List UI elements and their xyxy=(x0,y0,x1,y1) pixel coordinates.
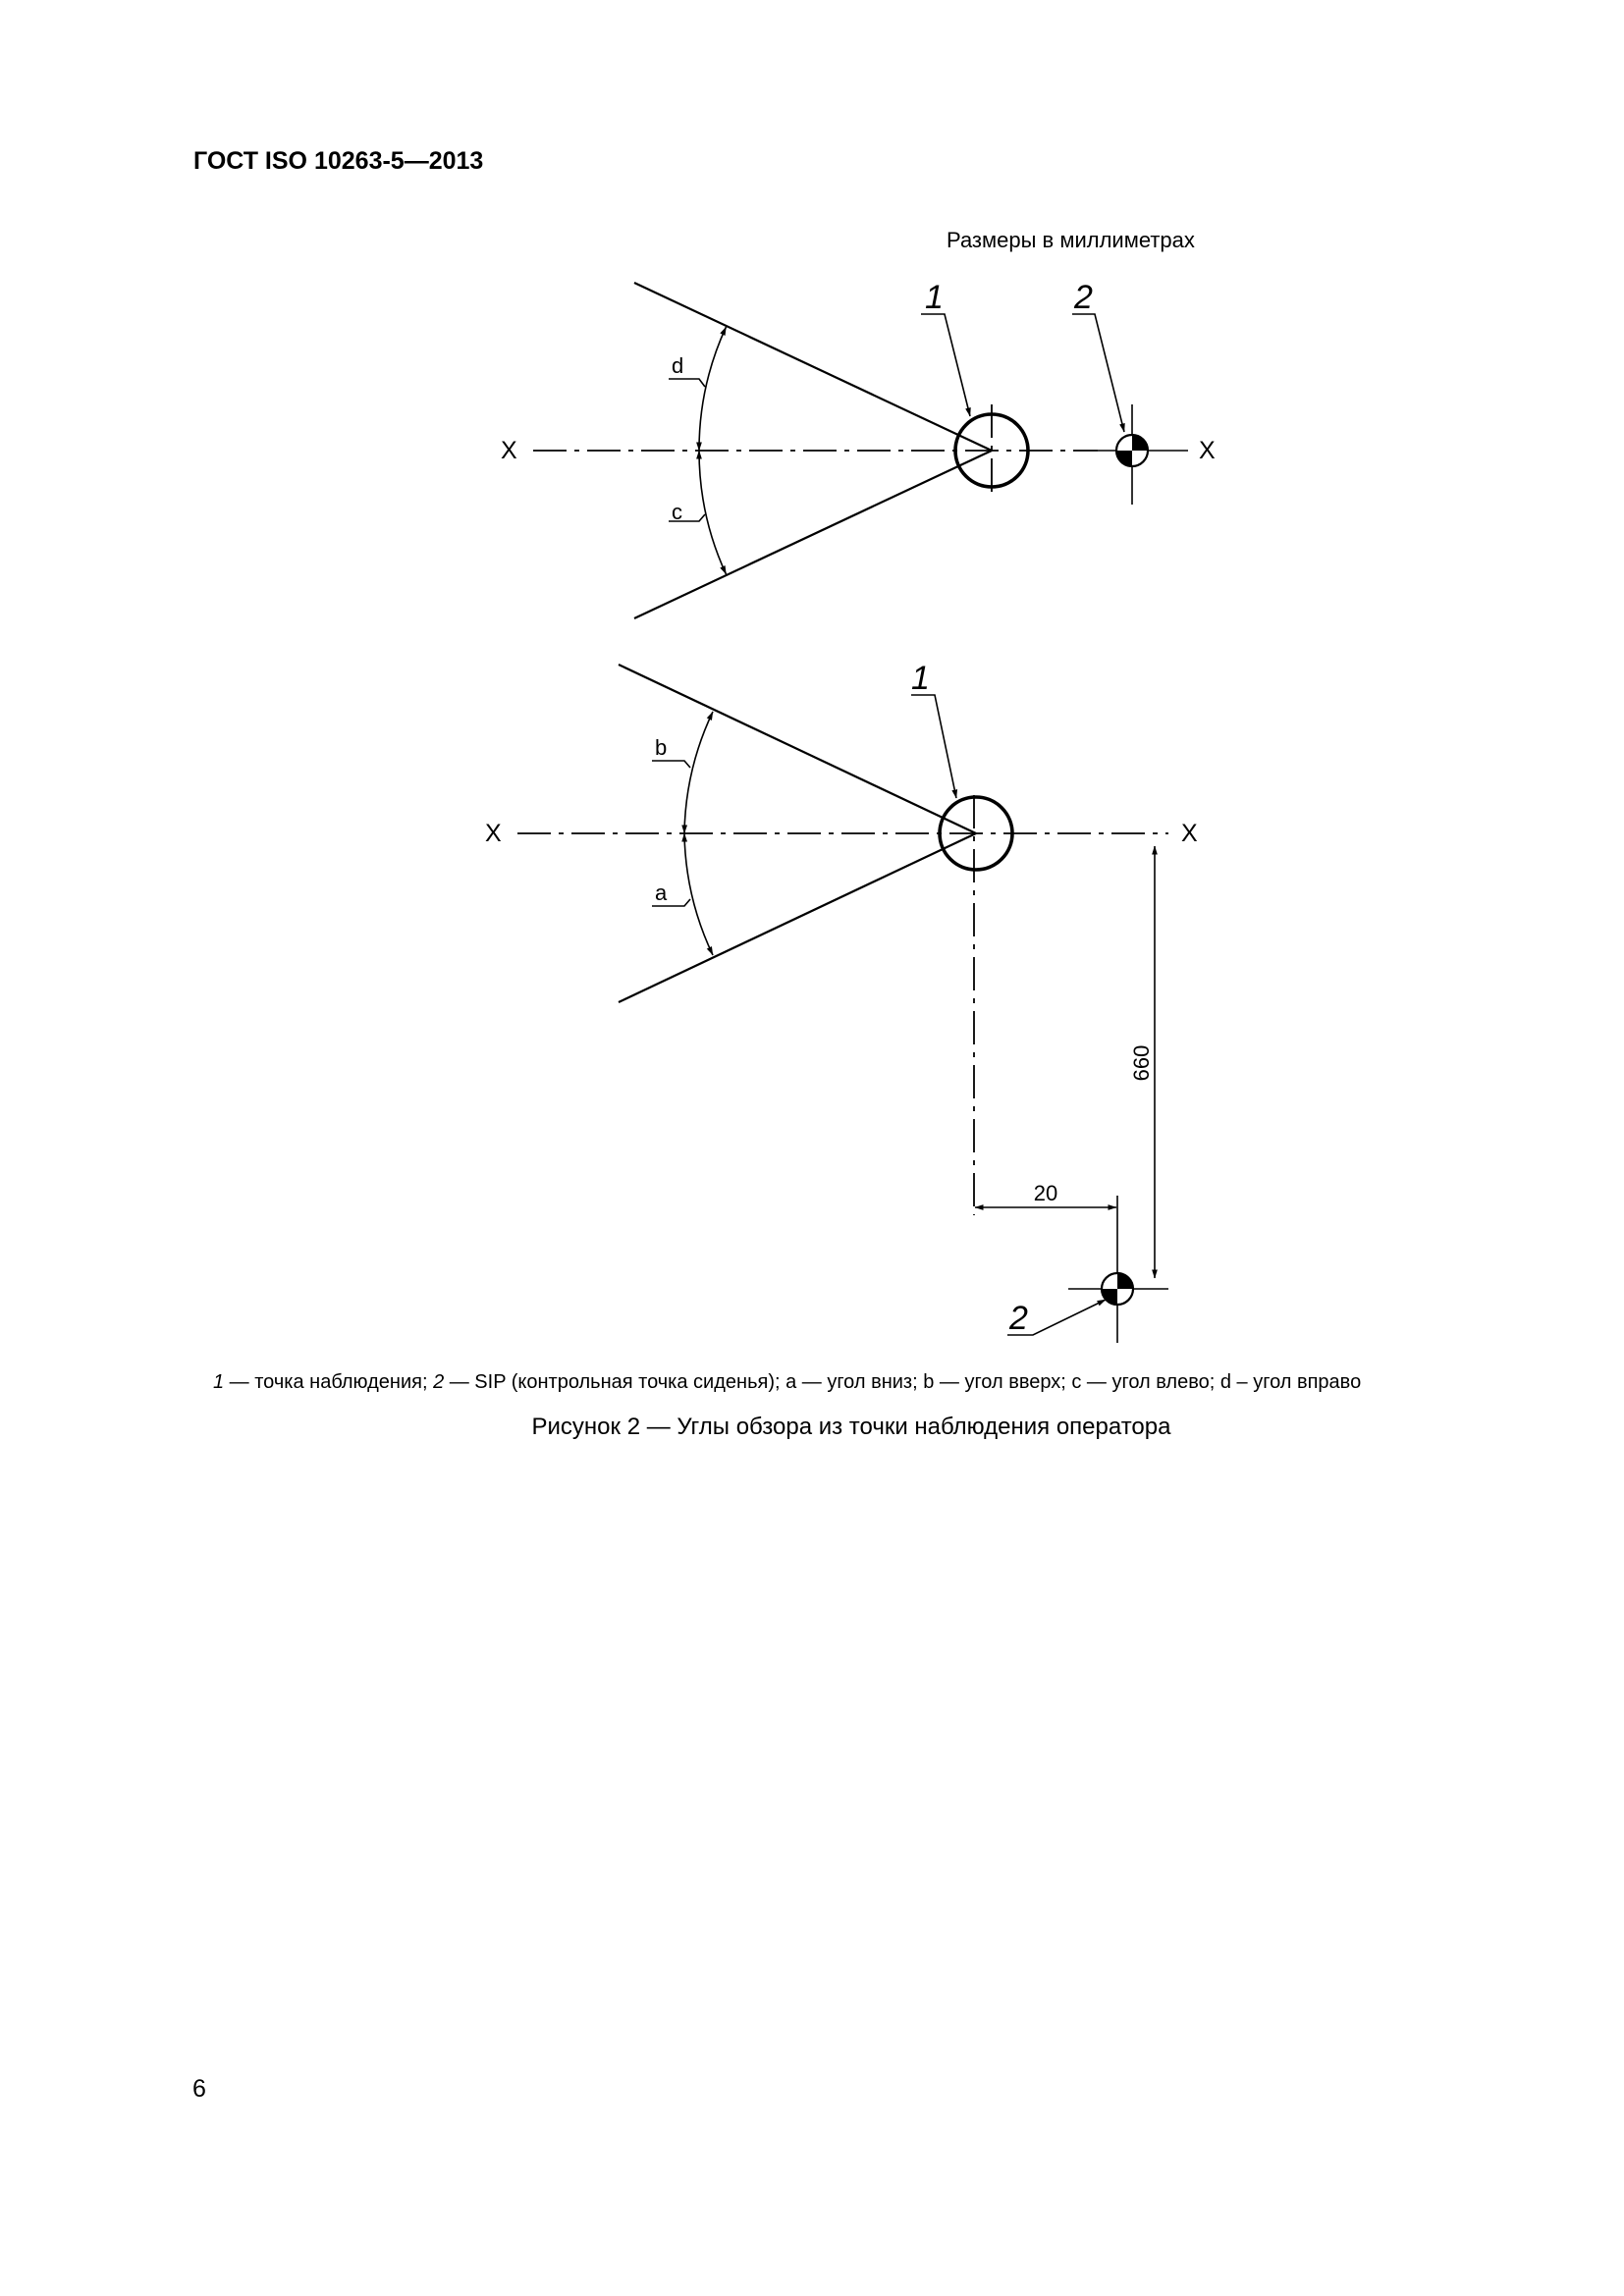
side-view-callout-1-leader xyxy=(911,695,956,798)
legend-text-1: — точка наблюдения; xyxy=(224,1371,434,1393)
top-view-sip-icon xyxy=(1116,435,1148,466)
figure-legend xyxy=(213,1371,1361,1394)
document-code-header: ГОСТ ISO 10263-5—2013 xyxy=(193,147,484,175)
angle-d-leader xyxy=(669,379,705,387)
side-view-axis-label-left: X xyxy=(485,820,502,847)
legend-text-2: — SIP (контрольная точка сиденья); a — угол вниз; b — угол вверх; c — угол влево; d – угол вправо xyxy=(444,1371,1362,1393)
angle-b-label: b xyxy=(655,735,668,760)
units-note: Размеры в миллиметрах xyxy=(947,228,1195,252)
angle-d-arc xyxy=(699,327,727,451)
angle-d-label: d xyxy=(672,353,684,378)
side-view-sip-icon xyxy=(1102,1273,1133,1305)
angle-b-leader xyxy=(652,761,690,768)
angle-c-arc xyxy=(699,451,727,574)
angle-c-label: c xyxy=(672,500,682,524)
figure-caption: Рисунок 2 — Углы обзора из точки наблюдения оператора xyxy=(531,1414,1171,1440)
side-view-callout-2: 2 xyxy=(1009,1300,1028,1337)
side-view-lower-ray xyxy=(619,833,976,1002)
dimension-20-label: 20 xyxy=(1033,1181,1058,1205)
top-view-diagram xyxy=(501,279,1216,618)
top-view-axis-label-left: X xyxy=(501,437,517,464)
side-view-axis-label-right: X xyxy=(1181,820,1198,847)
top-view-callout-1-leader xyxy=(921,314,970,416)
legend-key-2: 2 xyxy=(433,1371,445,1393)
page-number: 6 xyxy=(192,2075,206,2103)
side-view-callout-1: 1 xyxy=(911,660,930,697)
legend-key-1: 1 xyxy=(213,1371,225,1393)
angle-a-label: a xyxy=(655,881,668,905)
top-view-callout-1: 1 xyxy=(925,279,944,316)
dimension-660-label: 660 xyxy=(1129,1044,1154,1082)
top-view-callout-2-leader xyxy=(1072,314,1124,432)
top-view-axis-label-right: X xyxy=(1199,437,1216,464)
top-view-callout-2: 2 xyxy=(1074,279,1093,316)
top-view-lower-ray xyxy=(634,451,992,618)
angle-b-arc xyxy=(684,712,713,833)
angle-a-arc xyxy=(684,833,713,955)
side-view-diagram xyxy=(485,660,1198,1343)
